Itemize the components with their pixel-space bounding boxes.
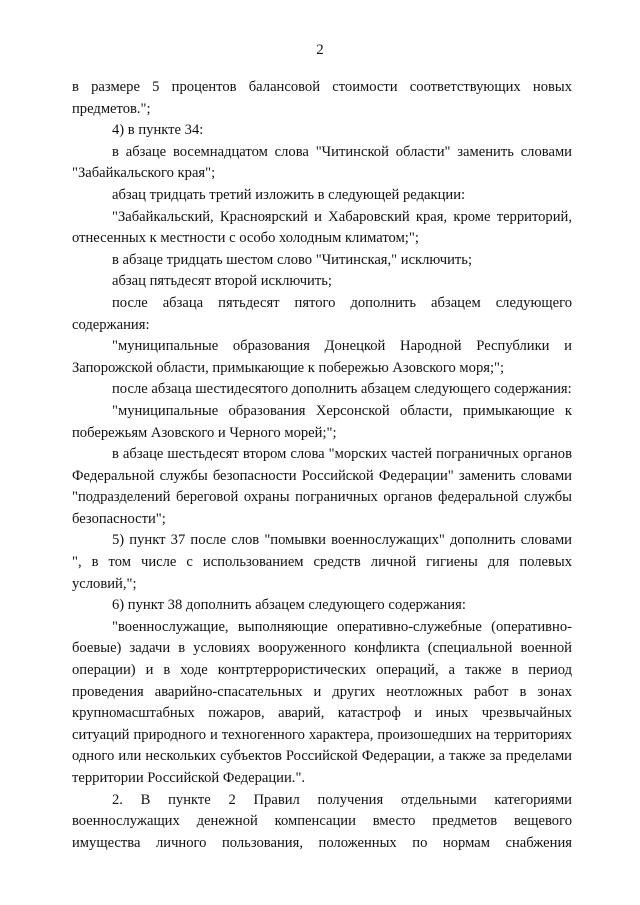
paragraph: абзац пятьдесят второй исключить;	[112, 273, 332, 290]
paragraph: 4) в пункте 34:	[112, 122, 204, 139]
paragraph: "военнослужащие, выполняющие оперативно-служебные (оперативно-боевые) задачи в условиях вооруженного конфликта (специальной военной операции) и в ходе контртеррористических операций, а также в период проведения аварийно-спасательных и других неотложных работ в зонах крупномасштабных пожаров, аварий, катастроф и иных чрезвычайных ситуаций природного и техногенного характера, произошедших на территориях одного или нескольких субъектов Российской Федерации, а также за пределами территории Российской Федерации.".	[72, 618, 572, 786]
paragraph: "Забайкальский, Красноярский и Хабаровский края, кроме территорий, отнесенных к местности с особо холодным климатом;";	[72, 208, 572, 247]
page-number: 2	[316, 42, 324, 58]
paragraph: 6) пункт 38 дополнить абзацем следующего содержания:	[112, 597, 466, 614]
document-body	[72, 77, 572, 854]
paragraph: 5) пункт 37 после слов "помывки военнослужащих" дополнить словами ", в том числе с использованием средств личной гигиены для полевых условий,";	[72, 532, 572, 592]
paragraph: 2. В пункте 2 Правил получения отдельными категориями военнослужащих денежной компенсации вместо предметов вещевого имущества личного пользования, положенных по нормам снабжения	[72, 791, 572, 851]
paragraph: в абзаце тридцать шестом слово "Читинская," исключить;	[112, 251, 473, 268]
paragraph: в размере 5 процентов балансовой стоимости соответствующих новых предметов.";	[72, 79, 572, 117]
paragraph: "муниципальные образования Донецкой Народной Республики и Запорожской области, примыкающие к побережью Азовского моря;";	[72, 338, 572, 376]
paragraph: в абзаце восемнадцатом слова "Читинской области" заменить словами "Забайкальского края";	[72, 143, 572, 182]
paragraph: "муниципальные образования Херсонской области, примыкающие к побережьям Азовского и Черного морей;";	[72, 402, 572, 441]
paragraph: после абзаца шестидесятого дополнить абзацем следующего содержания:	[112, 381, 572, 398]
paragraph: абзац тридцать третий изложить в следующей редакции:	[112, 186, 466, 203]
paragraph: в абзаце шестьдесят втором слова "морских частей пограничных органов Федеральной службы безопасности Российской Федерации" заменить словами "подразделений береговой охраны пограничных органов федеральной службы безопасности";	[72, 446, 572, 527]
paragraph: после абзаца пятьдесят пятого дополнить абзацем следующего содержания:	[72, 294, 572, 333]
